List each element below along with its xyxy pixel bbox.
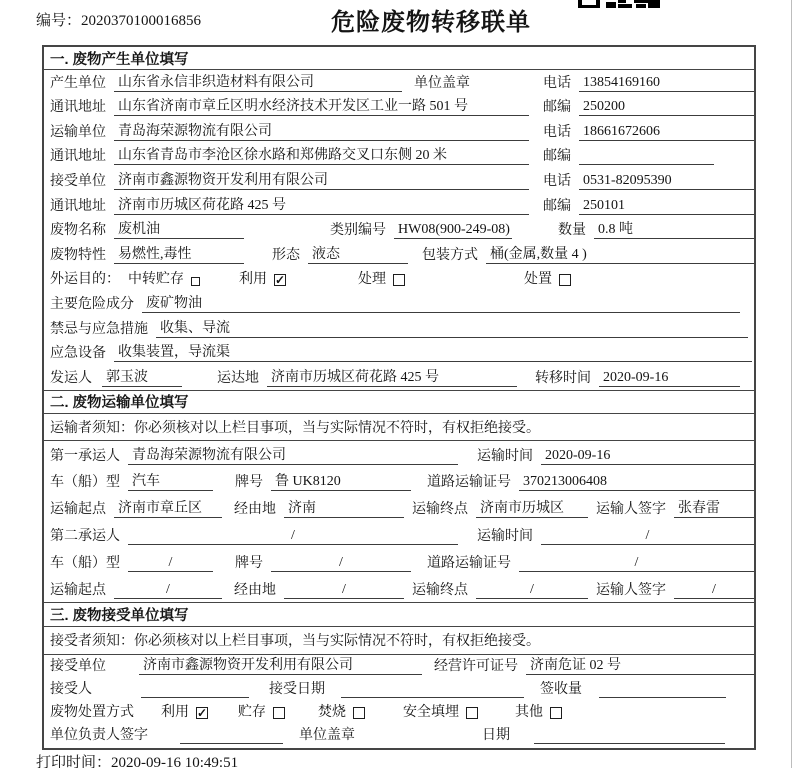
equipment-label: 应急设备 — [50, 346, 106, 362]
carrier-sign-label: 运输人签字 — [596, 582, 666, 598]
receive-person-label: 接受人 — [50, 681, 92, 697]
checkbox-disposal-landfill-icon — [466, 707, 478, 719]
checkbox-dispose-icon — [559, 274, 571, 286]
receiver-label: 接受单位 — [50, 173, 106, 189]
route-start-label: 运输起点 — [50, 582, 106, 598]
taboo-value: 收集、导流 — [156, 317, 748, 338]
print-time-value: 2020-09-16 10:49:51 — [111, 755, 239, 768]
disposal-option-landfill: 安全填埋 — [403, 705, 459, 721]
transfer-time-value: 2020-09-16 — [599, 370, 740, 387]
route-start2-value: / — [114, 582, 222, 599]
shipper-label: 发运人 — [50, 370, 92, 386]
receiver-notice: 接受者须知：你必须核对以上栏目事项，当与实际情况不符时，有权拒绝接受。 — [44, 627, 754, 655]
transporter-zip-value — [579, 148, 714, 165]
carrier-sign2-value: / — [674, 582, 754, 599]
character-value: 易燃性,毒性 — [114, 243, 244, 264]
producer-value: 山东省永信非织造材料有限公司 — [114, 71, 402, 92]
row-outbound-purpose — [44, 267, 754, 292]
unit-seal-label: 单位盖章 — [299, 728, 355, 744]
form-value: 液态 — [308, 243, 408, 264]
carrier2-label: 第二承运人 — [50, 528, 120, 544]
equipment-value: 收集装置，导流渠 — [114, 341, 752, 362]
row-vehicle2 — [44, 548, 754, 575]
row-receiver — [44, 168, 754, 193]
purpose-option-dispose: 处置 — [524, 272, 552, 288]
qr-code-fragment — [578, 0, 662, 8]
unit-seal-label: 单位盖章 — [414, 75, 470, 91]
plate2-value: / — [271, 555, 411, 572]
signed-amount-value — [599, 681, 726, 698]
destination-value: 济南市历城区荷花路 425 号 — [267, 366, 517, 387]
address-label: 通讯地址 — [50, 149, 106, 165]
category-label: 类别编号 — [330, 223, 386, 239]
carrier1-value: 青岛海荣源物流有限公司 — [128, 444, 458, 465]
route-start1-value: 济南市章丘区 — [114, 497, 222, 518]
carrier1-label: 第一承运人 — [50, 448, 120, 464]
transporter-address-value: 山东省青岛市李沧区徐水路和郑佛路交叉口东侧 20 米 — [114, 144, 529, 165]
row-waste-name — [44, 218, 754, 243]
category-value: HW08(900-249-08) — [394, 222, 512, 239]
row-receiving-unit — [44, 655, 754, 678]
row-transporter — [44, 119, 754, 144]
row-taboo-measures — [44, 316, 754, 341]
section2-header: 二. 废物运输单位填写 — [44, 390, 754, 414]
transporter-value: 青岛海荣源物流有限公司 — [114, 120, 529, 141]
transport-time1-value: 2020-09-16 — [541, 448, 754, 465]
receiver-address-value: 济南市历城区荷花路 425 号 — [114, 194, 529, 215]
vehicle1-value: 汽车 — [128, 470, 213, 491]
row-producer — [44, 70, 754, 95]
receiving-unit-label: 接受单位 — [50, 658, 106, 674]
packing-value: 桶(金属,数量 4 ) — [486, 243, 754, 264]
receive-date-value — [341, 681, 524, 698]
quantity-value: 0.8 吨 — [594, 218, 754, 239]
purpose-option-storage: 中转贮存 — [128, 272, 184, 288]
receiver-phone-value: 0531-82095390 — [579, 173, 754, 190]
producer-zip-value: 250200 — [579, 99, 754, 116]
row-receiver-address — [44, 193, 754, 218]
plate1-value: 鲁 UK8120 — [271, 470, 411, 491]
serial-value: 2020370100016856 — [81, 13, 202, 29]
route-via1-value: 济南 — [284, 497, 404, 518]
address-label: 通讯地址 — [50, 198, 106, 214]
carrier2-value: / — [128, 528, 458, 545]
check-icon: ✓ — [196, 706, 208, 721]
checkbox-treat-icon — [393, 274, 405, 286]
plate-label: 牌号 — [235, 475, 263, 491]
phone-label: 电话 — [543, 124, 571, 140]
row-waste-character — [44, 242, 754, 267]
transport-time-label: 运输时间 — [477, 448, 533, 464]
section1-header: 一. 废物产生单位填写 — [44, 47, 754, 70]
section3-header: 三. 废物接受单位填写 — [44, 602, 754, 627]
receiving-unit-value: 济南市鑫源物资开发利用有限公司 — [139, 654, 422, 675]
transport-time-label: 运输时间 — [477, 528, 533, 544]
serial-number — [36, 9, 201, 30]
license-label: 经营许可证号 — [434, 658, 518, 674]
checkbox-storage-icon — [191, 277, 200, 286]
row-vehicle1 — [44, 468, 754, 495]
producer-phone-value: 13854169160 — [579, 75, 754, 92]
waste-name-value: 废机油 — [114, 218, 244, 239]
phone-label: 电话 — [543, 75, 571, 91]
shipper-value: 郭玉波 — [102, 366, 182, 387]
row-receiving-person — [44, 678, 754, 701]
destination-label: 运达地 — [217, 370, 259, 386]
check-icon: ✓ — [274, 273, 286, 288]
disposal-option-other: 其他 — [515, 705, 543, 721]
row-second-carrier — [44, 521, 754, 548]
transporter-notice: 运输者须知：你必须核对以上栏目事项，当与实际情况不符时，有权拒绝接受。 — [44, 414, 754, 441]
transporter-label: 运输单位 — [50, 124, 106, 140]
waste-name-label: 废物名称 — [50, 223, 106, 239]
receive-person-value — [141, 681, 249, 698]
row-producer-address — [44, 95, 754, 120]
plate-label: 牌号 — [235, 555, 263, 571]
vehicle2-value: / — [128, 555, 213, 572]
signed-amount-label: 签收量 — [540, 681, 582, 697]
route-end2-value: / — [476, 582, 588, 599]
transfer-form-table — [42, 45, 756, 750]
row-first-carrier — [44, 441, 754, 468]
route-end-label: 运输终点 — [412, 582, 468, 598]
carrier-sign-label: 运输人签字 — [596, 502, 666, 518]
packing-label: 包装方式 — [422, 247, 478, 263]
producer-label: 产生单位 — [50, 75, 106, 91]
route-via-label: 经由地 — [234, 502, 276, 518]
date-label: 日期 — [482, 728, 510, 744]
checkbox-utilize-icon — [274, 274, 286, 286]
head-sign-label: 单位负责人签字 — [50, 728, 148, 744]
carrier-sign1-value: 张春雷 — [674, 497, 754, 518]
head-sign-value — [180, 727, 283, 744]
receiver-zip-value: 250101 — [579, 198, 754, 215]
row-emergency-equipment — [44, 341, 754, 366]
page-title: 危险废物转移联单 — [331, 9, 531, 36]
serial-label: 编号： — [36, 13, 82, 29]
transfer-time-label: 转移时间 — [535, 370, 591, 386]
print-time-label: 打印时间： — [36, 755, 112, 768]
route-via2-value: / — [284, 582, 404, 599]
form-label: 形态 — [272, 247, 300, 263]
print-time — [36, 751, 238, 768]
road-permit1-value: 370213006408 — [519, 474, 754, 491]
row-head-signature — [44, 724, 754, 747]
character-label: 废物特性 — [50, 247, 106, 263]
hazard-value: 废矿物油 — [142, 292, 740, 313]
row-transporter-address — [44, 144, 754, 169]
road-permit2-value: / — [519, 555, 754, 572]
row-route2 — [44, 575, 754, 602]
vehicle-label: 车（船）型 — [50, 475, 120, 491]
disposal-label: 废物处置方式 — [50, 705, 134, 721]
row-hazard-component — [44, 291, 754, 316]
disposal-option-store: 贮存 — [238, 705, 266, 721]
purpose-option-utilize: 利用 — [239, 272, 267, 288]
license-value: 济南危证 02 号 — [526, 654, 754, 675]
taboo-label: 禁忌与应急措施 — [50, 321, 148, 337]
zip-label: 邮编 — [543, 149, 571, 165]
row-shipper — [44, 365, 754, 390]
transport-time2-value: / — [541, 528, 754, 545]
producer-address-value: 山东省济南市章丘区明水经济技术开发区工业一路 501 号 — [114, 95, 529, 116]
page-edge-line — [791, 0, 792, 768]
quantity-label: 数量 — [558, 223, 586, 239]
address-label: 通讯地址 — [50, 100, 106, 116]
zip-label: 邮编 — [543, 198, 571, 214]
checkbox-disposal-burn-icon — [353, 707, 365, 719]
route-end1-value: 济南市历城区 — [476, 497, 588, 518]
disposal-option-burn: 焚烧 — [318, 705, 346, 721]
transporter-phone-value: 18661672606 — [579, 124, 754, 141]
route-via-label: 经由地 — [234, 582, 276, 598]
row-disposal-method — [44, 701, 754, 724]
receive-date-label: 接受日期 — [269, 681, 325, 697]
disposal-option-utilize: 利用 — [161, 705, 189, 721]
checkbox-disposal-store-icon — [273, 707, 285, 719]
purpose-label: 外运目的： — [50, 272, 120, 288]
vehicle-label: 车（船）型 — [50, 555, 120, 571]
road-permit-label: 道路运输证号 — [427, 555, 511, 571]
purpose-option-treat: 处理 — [358, 272, 386, 288]
zip-label: 邮编 — [543, 100, 571, 116]
row-route1 — [44, 494, 754, 521]
receiver-value: 济南市鑫源物资开发利用有限公司 — [114, 169, 529, 190]
date-value — [534, 727, 725, 744]
phone-label: 电话 — [543, 173, 571, 189]
checkbox-disposal-utilize-icon — [196, 707, 208, 719]
route-start-label: 运输起点 — [50, 502, 106, 518]
checkbox-disposal-other-icon — [550, 707, 562, 719]
route-end-label: 运输终点 — [412, 502, 468, 518]
hazard-label: 主要危险成分 — [50, 296, 134, 312]
road-permit-label: 道路运输证号 — [427, 475, 511, 491]
